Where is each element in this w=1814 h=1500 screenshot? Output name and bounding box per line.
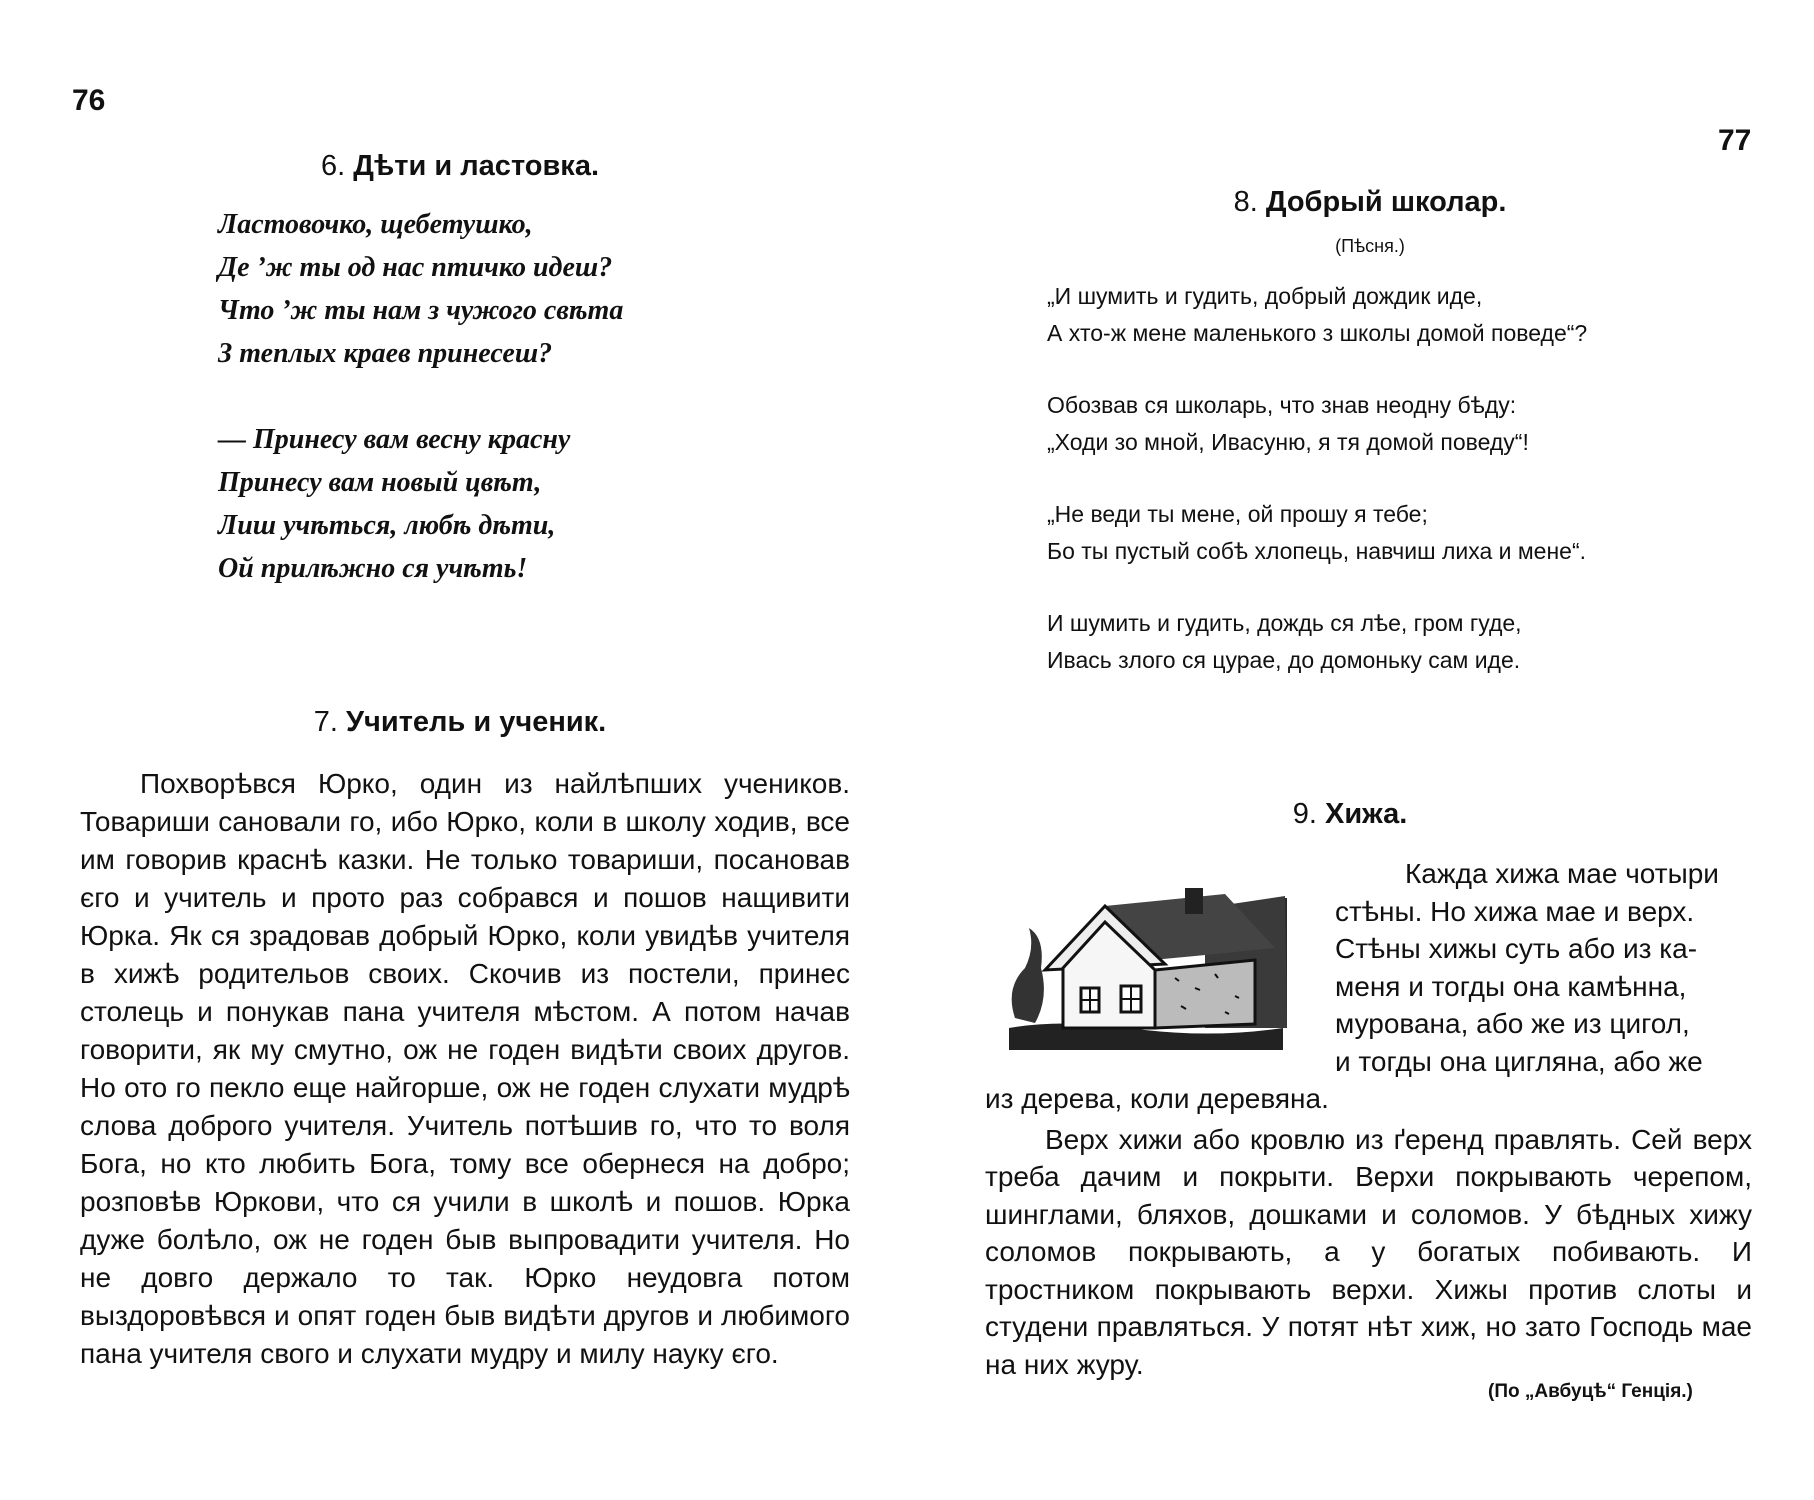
story6-number: 6. <box>321 150 346 182</box>
poem-line: Что ’ж ты нам з чужого свѣта <box>218 295 624 326</box>
story9-line: стѣны. Но хижа мае и верх. <box>1335 895 1695 927</box>
story8-title: Добрый школар. <box>1265 186 1507 218</box>
story9-line: Стѣны хижы суть або из ка- <box>1335 933 1698 964</box>
story6-title: Дѣти и ластовка. <box>353 150 599 182</box>
house-illustration-icon <box>1005 878 1287 1050</box>
story9-text-main <box>985 1080 1752 1383</box>
story9-line: из дерева, коли деревяна. <box>985 1083 1329 1114</box>
story9-line: Кажда хижа мае чотыри <box>1405 858 1719 889</box>
story7-heading <box>210 706 710 739</box>
story8-song <box>1047 278 1587 679</box>
story7-text <box>80 765 850 1373</box>
story7-paragraph: Похворѣвся Юрко, один из найлѣпших учеников. Товариши сановали го, ибо Юрко, коли в школу ходив, все им говорив краснѣ казки. Не только товариши, посановав єго и учитель и прото раз собрався и пошов нащивити Юрка. Як ся зрадовав добрый Юрко, коли увидѣв учителя в хижѣ родительов своих. Скочив из постели, принес столець и понукав пана учителя мѣстом. А потом начав говорити, як му смутно, ож не годен видѣти своих другов. Но ото го пекло еще найгорше, ож не годен слухати мудрѣ слова доброго учителя. Учитель потѣшив го, что то воля Бога, но кто любить Бога, тому все обернеся на добро; розповѣв Юркови, что ся учили в школѣ и пошов. Юрка дуже болѣло, ож не годен быв выпровадити учителя. Но не довго держало то так. Юрко неудовга потом выздоровѣвся и опят годен быв видѣти другов и любимого пана учителя свого и слухати мудру и милу науку єго. <box>80 768 850 1369</box>
story9-paragraph: Верх хижи або кровлю из ґеренд правлять. Сей верх треба дачим и покрыти. Верхи покрывають черепом, шинглами, бляхов, дошками и соломов. У бѣдных хижу соломов покрывають, а у богатых побивають. И тростником покрывають верхи. Хижы против слоты и студени правляться. У потят нѣт хиж, но зато Господь мае на них журу. <box>985 1123 1752 1380</box>
poem-line: — Принесу вам весну красну <box>218 424 571 455</box>
story8-number: 8. <box>1233 186 1258 218</box>
story7-number: 7. <box>313 706 338 738</box>
poem-line: Ой прилѣжно ся учѣть! <box>218 553 528 584</box>
song-line: И шумить и гудить, дождь ся лѣе, гром гуде, <box>1047 610 1522 636</box>
story9-number: 9. <box>1292 798 1317 830</box>
song-line: „Ходи зо мной, Ивасуню, я тя домой поведу“! <box>1047 429 1529 455</box>
story8-subtitle: (Пѣсня.) <box>1335 236 1405 256</box>
story9-title: Хижа. <box>1324 798 1408 830</box>
poem-line: Де ’ж ты од нас птичко идеш? <box>218 252 613 283</box>
poem-line: Лиш учѣться, любѣ дѣти, <box>218 510 556 541</box>
song-line: Ивась злого ся цурае, до домоньку сам иде. <box>1047 647 1521 673</box>
story9-heading <box>1200 798 1500 831</box>
story9-text-beside-image <box>1335 855 1752 1080</box>
song-line: А хто-ж мене маленького з школы домой поведе“? <box>1047 320 1588 346</box>
story6-heading <box>210 150 710 183</box>
story8-heading <box>1120 186 1620 219</box>
page-number-left: 76 <box>72 84 106 117</box>
song-line: „Не веди ты мене, ой прошу я тебе; <box>1047 501 1428 527</box>
poem-line: З теплых краев принесеш? <box>218 338 553 369</box>
story7-title: Учитель и ученик. <box>346 706 607 738</box>
page-number-right: 77 <box>1718 124 1752 157</box>
story9-line: меня и тогды она камѣнна, <box>1335 970 1687 1002</box>
song-line: Обозвав ся школарь, что знав неодну бѣду: <box>1047 392 1517 418</box>
story6-poem <box>218 203 623 590</box>
poem-line: Ластовочко, щебетушко, <box>218 209 533 240</box>
song-line: „И шумить и гудить, добрый дождик иде, <box>1047 283 1483 309</box>
story9-attribution: (По „Авбуцѣ“ Генція.) <box>1488 1381 1693 1402</box>
song-line: Бо ты пустый собѣ хлопець, навчиш лиха и мене“. <box>1047 538 1587 564</box>
story9-line: мурована, або же из цигол, <box>1335 1008 1690 1039</box>
poem-line: Принесу вам новый цвѣт, <box>218 467 542 498</box>
story9-line: и тогды она цигляна, або же <box>1335 1045 1703 1077</box>
